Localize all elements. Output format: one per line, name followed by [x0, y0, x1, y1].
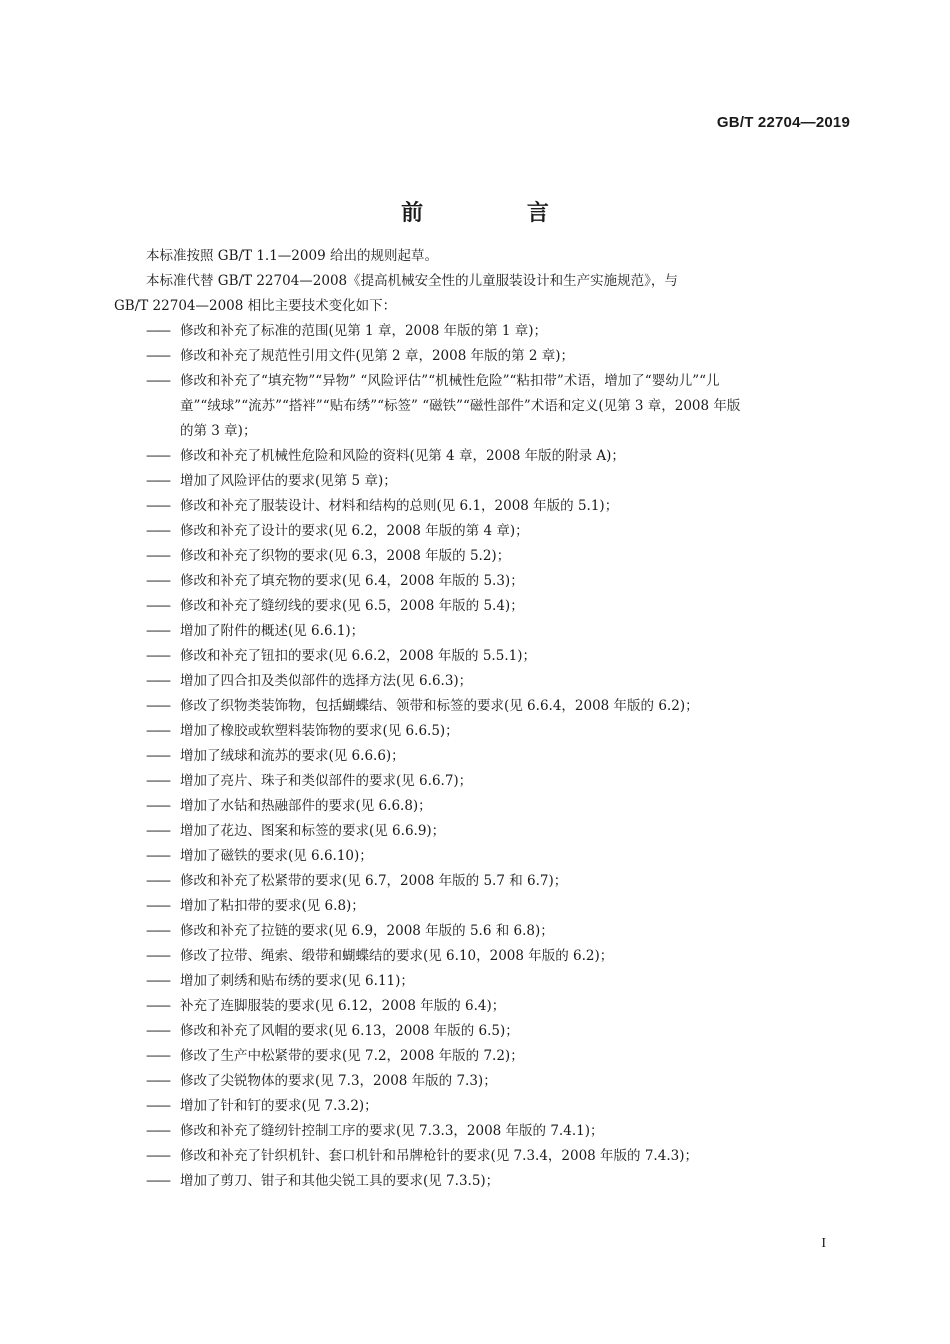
list-item-text: 修改和补充了“填充物”“异物” “风险评估”“机械性危险”“粘扣带”术语，增加了“婴幼儿”“儿: [180, 373, 720, 389]
list-item-text: 修改了生产中松紧带的要求(见 7.2，2008 年版的 7.2)；: [180, 1048, 524, 1064]
list-item: [114, 1169, 850, 1194]
list-item-text: 增加了亮片、珠子和类似部件的要求(见 6.6.7)；: [180, 773, 473, 789]
list-dash: ——: [146, 1123, 169, 1139]
list-item-text: 增加了水钻和热融部件的要求(见 6.6.8)；: [180, 798, 432, 814]
list-item-text: 修改和补充了填充物的要求(见 6.4，2008 年版的 5.3)；: [180, 573, 524, 589]
list-item-text: 增加了刺绣和贴布绣的要求(见 6.11)；: [180, 973, 414, 989]
list-item-text: 增加了四合扣及类似部件的选择方法(见 6.6.3)；: [180, 673, 473, 689]
list-dash: ——: [146, 523, 169, 539]
list-item-text: 增加了剪刀、钳子和其他尖锐工具的要求(见 7.3.5)；: [180, 1173, 500, 1189]
list-item: [114, 844, 850, 869]
list-item-text: 补充了连脚服装的要求(见 6.12，2008 年版的 6.4)；: [180, 998, 506, 1014]
list-item-text: 修改和补充了钮扣的要求(见 6.6.2，2008 年版的 5.5.1)；: [180, 648, 536, 664]
list-item: [114, 569, 850, 594]
list-item-text: 增加了磁铁的要求(见 6.6.10)；: [180, 848, 373, 864]
list-dash: ——: [146, 698, 169, 714]
list-dash: ——: [146, 848, 169, 864]
list-item-continuation: 童”“绒球”“流苏”“搭袢”“贴布绣”“标签” “磁铁”“磁性部件”术语和定义(见第 3 章，2008 年版: [180, 398, 741, 414]
list-item: [114, 1019, 850, 1044]
list-item: [114, 544, 850, 569]
list-dash: ——: [146, 998, 169, 1014]
list-item: [114, 769, 850, 794]
list-item-text: 修改和补充了设计的要求(见 6.2，2008 年版的第 4 章)；: [180, 523, 529, 539]
changes-list: [114, 319, 850, 1194]
list-item-text: 修改和补充了针织机针、套口机针和吊牌枪针的要求(见 7.3.4，2008 年版的 7.4.3)；: [180, 1148, 698, 1164]
list-item: [114, 469, 850, 494]
list-dash: ——: [146, 1098, 169, 1114]
list-dash: ——: [146, 623, 169, 639]
list-dash: ——: [146, 1023, 169, 1039]
list-item: [114, 669, 850, 694]
list-dash: ——: [146, 898, 169, 914]
list-dash: ——: [146, 573, 169, 589]
page-title: 前 言: [401, 201, 597, 226]
list-item-text: 修改和补充了缝纫线的要求(见 6.5，2008 年版的 5.4)；: [180, 598, 524, 614]
list-dash: ——: [146, 948, 169, 964]
list-dash: ——: [146, 723, 169, 739]
list-dash: ——: [146, 873, 169, 889]
standard-code: GB/T 22704—2019: [716, 114, 850, 131]
list-item-text: 修改了拉带、绳索、缎带和蝴蝶结的要求(见 6.10，2008 年版的 6.2)；: [180, 948, 614, 964]
list-dash: ——: [146, 473, 169, 489]
list-item-text: 修改了尖锐物体的要求(见 7.3，2008 年版的 7.3)；: [180, 1073, 497, 1089]
list-dash: ——: [146, 323, 169, 339]
list-item: [114, 344, 850, 369]
list-item-text: 增加了风险评估的要求(见第 5 章)；: [180, 473, 397, 489]
list-item-text: 修改和补充了织物的要求(见 6.3，2008 年版的 5.2)；: [180, 548, 511, 564]
list-dash: ——: [146, 923, 169, 939]
list-dash: ——: [146, 798, 169, 814]
list-item: [114, 519, 850, 544]
list-item: [114, 1144, 850, 1169]
list-item-text: 修改和补充了风帽的要求(见 6.13，2008 年版的 6.5)；: [180, 1023, 519, 1039]
list-item-text: 修改和补充了松紧带的要求(见 6.7，2008 年版的 5.7 和 6.7)；: [180, 873, 568, 889]
list-item: [114, 794, 850, 819]
foreword-body: [114, 244, 850, 1194]
list-dash: ——: [146, 1048, 169, 1064]
list-dash: ——: [146, 673, 169, 689]
list-dash: ——: [146, 448, 169, 464]
list-item-text: 修改了织物类装饰物，包括蝴蝶结、领带和标签的要求(见 6.6.4，2008 年版的 6.2)；: [180, 698, 699, 714]
list-item: [114, 744, 850, 769]
list-item: [114, 369, 850, 394]
list-dash: ——: [146, 973, 169, 989]
list-item-text: 增加了针和钉的要求(见 7.3.2)；: [180, 1098, 378, 1114]
list-dash: ——: [146, 498, 169, 514]
list-dash: ——: [146, 548, 169, 564]
list-dash: ——: [146, 1173, 169, 1189]
list-dash: ——: [146, 748, 169, 764]
list-item-text: 增加了橡胶或软塑料装饰物的要求(见 6.6.5)；: [180, 723, 459, 739]
intro-paragraph-2-cont: GB/T 22704—2008 相比主要技术变化如下：: [114, 298, 397, 314]
list-item: [114, 619, 850, 644]
list-item: [114, 444, 850, 469]
list-item-text: 修改和补充了拉链的要求(见 6.9，2008 年版的 5.6 和 6.8)；: [180, 923, 554, 939]
list-item-continuation: 的第 3 章)；: [180, 423, 257, 439]
list-item: [114, 594, 850, 619]
list-item-text: 增加了附件的概述(见 6.6.1)；: [180, 623, 365, 639]
list-item: [114, 869, 850, 894]
list-dash: ——: [146, 598, 169, 614]
list-item-text: 修改和补充了服装设计、材料和结构的总则(见 6.1，2008 年版的 5.1)；: [180, 498, 619, 514]
list-dash: ——: [146, 823, 169, 839]
list-dash: ——: [146, 1148, 169, 1164]
list-item-text: 增加了花边、图案和标签的要求(见 6.6.9)；: [180, 823, 446, 839]
list-dash: ——: [146, 773, 169, 789]
list-item: [114, 919, 850, 944]
list-item: [114, 1044, 850, 1069]
list-item-text: 增加了粘扣带的要求(见 6.8)；: [180, 898, 365, 914]
list-item: [114, 1094, 850, 1119]
list-item-text: 增加了绒球和流苏的要求(见 6.6.6)；: [180, 748, 405, 764]
list-item-text: 修改和补充了缝纫针控制工序的要求(见 7.3.3，2008 年版的 7.4.1)；: [180, 1123, 604, 1139]
list-dash: ——: [146, 1073, 169, 1089]
list-item-text: 修改和补充了规范性引用文件(见第 2 章，2008 年版的第 2 章)；: [180, 348, 575, 364]
intro-paragraph-2: 本标准代替 GB/T 22704—2008《提高机械安全性的儿童服装设计和生产实施规范》，与: [146, 273, 678, 289]
list-item: [114, 719, 850, 744]
list-item: [114, 1119, 850, 1144]
list-item: [114, 319, 850, 344]
list-item: [114, 694, 850, 719]
list-item: [114, 494, 850, 519]
list-dash: ——: [146, 373, 169, 389]
list-item: [114, 994, 850, 1019]
list-item: [114, 969, 850, 994]
list-dash: ——: [146, 348, 169, 364]
page-number: I: [821, 1236, 826, 1251]
list-item: [114, 644, 850, 669]
list-item-text: 修改和补充了机械性危险和风险的资料(见第 4 章，2008 年版的附录 A)；: [180, 448, 625, 464]
list-item: [114, 819, 850, 844]
list-item: [114, 894, 850, 919]
intro-paragraph-1: 本标准按照 GB/T 1.1—2009 给出的规则起草。: [146, 248, 438, 264]
list-item-text: 修改和补充了标准的范围(见第 1 章，2008 年版的第 1 章)；: [180, 323, 548, 339]
list-item: [114, 944, 850, 969]
list-dash: ——: [146, 648, 169, 664]
list-item: [114, 1069, 850, 1094]
